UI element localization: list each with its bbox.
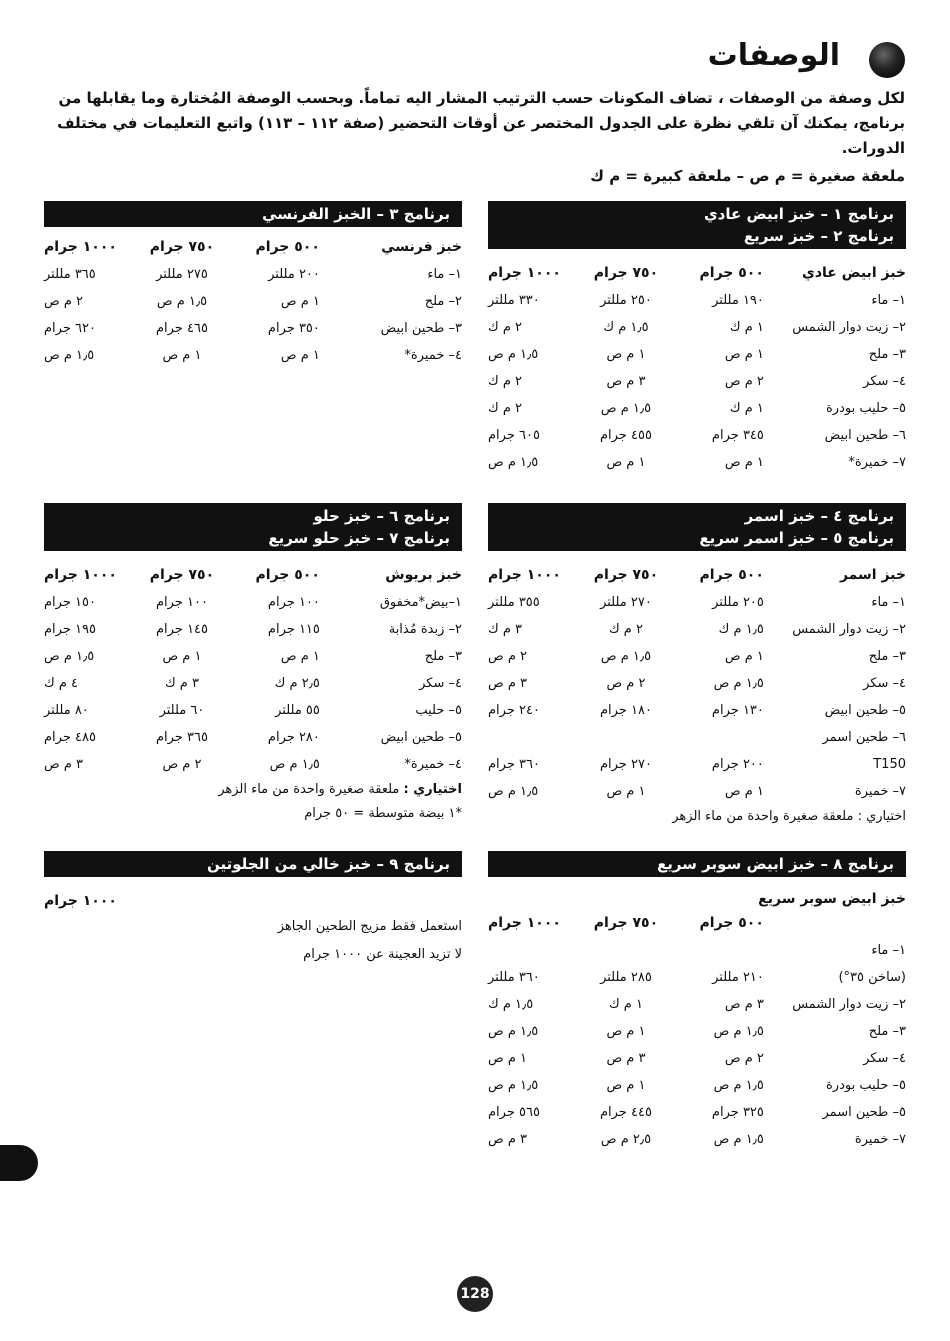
table-row: [488, 589, 906, 616]
program-subtitle: برنامج ٥ – خبز اسمر سريع: [699, 529, 894, 547]
table-row: [44, 643, 462, 670]
quantity-cell: ٢٠٥ مللتر: [712, 595, 764, 610]
column-header: ١٠٠٠ جرام: [488, 915, 561, 931]
quantity-cell: ١٫٥ م ص: [44, 348, 95, 363]
table-row: [44, 724, 462, 751]
ingredient-cell: ٢– زبدة مُذابة: [388, 622, 462, 637]
quantity-cell: ١٫٥ م ص: [600, 401, 652, 416]
quantity-cell: ١٫٥ م ص: [488, 1078, 539, 1093]
quantity-cell: ٣٤٥ جرام: [711, 428, 764, 443]
quantity-cell: ٢٧٠ مللتر: [600, 595, 652, 610]
quantity-cell: ٣ م ص: [488, 676, 528, 691]
quantity-cell: ١٩٠ مللتر: [712, 293, 764, 308]
program-title: برنامج ١ – خبز ابيض عادي: [703, 205, 894, 223]
table-row: [44, 589, 462, 616]
quantity-cell: ١ م ص: [724, 347, 764, 362]
title-bullet-icon: [869, 42, 905, 78]
quantity-cell: ٢٨٠ جرام: [267, 730, 320, 745]
quantity-cell: ٣٦٥ جرام: [155, 730, 208, 745]
column-header: ٧٥٠ جرام: [593, 915, 659, 931]
quantity-cell: ٢٧٠ جرام: [599, 757, 652, 772]
quantity-cell: ٢٥٠ مللتر: [600, 293, 652, 308]
optional-label: اختياري :: [403, 782, 462, 797]
quantity-cell: ١٫٥ م ص: [488, 784, 539, 799]
quantity-cell: ١٫٥ م ص: [269, 757, 320, 772]
quantity-cell: ١٣٠ جرام: [711, 703, 764, 718]
table-row: [488, 1018, 906, 1045]
quantity-cell: ١ م ص: [606, 1078, 646, 1093]
quantity-cell: ٢ م ص: [44, 294, 84, 309]
ingredient-cell: ٤– سكر: [863, 1051, 906, 1066]
quantity-cell: ٣٢٥ جرام: [711, 1105, 764, 1120]
side-tab: [0, 1145, 38, 1181]
quantity-cell: ٣ م ص: [606, 1051, 646, 1066]
optional-note: [44, 778, 462, 802]
ingredient-cell: ٣– طحين ابيض: [380, 321, 462, 336]
program-subtitle: برنامج ٧ – خبز حلو سريع: [268, 529, 450, 547]
quantity-cell: ٣٣٠ مللتر: [488, 293, 540, 308]
optional-note: اختياري : ملعقة صغيرة واحدة من ماء الزهر: [672, 809, 906, 824]
table-row: [44, 697, 462, 724]
ingredient-cell: ١– ماء: [427, 267, 462, 282]
column-header: خبز بريوش: [385, 567, 462, 583]
quantity-cell: ٢ م ص: [162, 757, 202, 772]
ingredient-cell: ٢– زيت دوار الشمس: [792, 320, 906, 335]
quantity-cell: ١ م ك: [729, 320, 764, 335]
ingredient-cell: ٤– سكر: [419, 676, 462, 691]
table-row: [488, 643, 906, 670]
ingredient-cell: ٤– سكر: [863, 676, 906, 691]
column-header: ٧٥٠ جرام: [593, 265, 659, 281]
quantity-cell: ١ م ص: [606, 784, 646, 799]
quantity-cell: ١٫٥ م ص: [488, 455, 539, 470]
table-row: [488, 395, 906, 422]
instruction-line: استعمل فقط مزيج الطحين الجاهز: [277, 919, 462, 934]
quantity-cell: ١٠٠ جرام: [155, 595, 208, 610]
table-row: [488, 697, 906, 724]
column-header: [764, 909, 906, 937]
quantity-cell: [488, 937, 580, 964]
table-header-row: [488, 259, 906, 287]
quantity-cell: ١٫٥ م ص: [713, 1078, 764, 1093]
quantity-cell: ٢ م ص: [724, 1051, 764, 1066]
quantity-cell: ٣ م ص: [44, 757, 84, 772]
ingredient-cell: T150: [873, 757, 906, 772]
quantity-cell: ١ م ص: [724, 784, 764, 799]
column-header: ١٠٠٠ جرام: [44, 239, 117, 255]
quantity-cell: ٢٤٠ جرام: [488, 703, 540, 718]
quantity-cell: ٤٦٥ جرام: [155, 321, 208, 336]
quantity-cell: ١٫٥ م ص: [488, 1024, 539, 1039]
quantity-cell: ٢٠٠ مللتر: [268, 267, 320, 282]
quantity-cell: ١٥٠ جرام: [44, 595, 96, 610]
program-title: برنامج ٤ – خبز اسمر: [744, 507, 894, 525]
table-row: [488, 287, 906, 314]
table-row: [488, 991, 906, 1018]
quantity-cell: ١٩٥ جرام: [44, 622, 96, 637]
quantity-cell: ٦٠ مللتر: [159, 703, 205, 718]
egg-note: *١ بيضة متوسطة = ٥٠ جرام: [304, 806, 462, 821]
quantity-cell: ١٫٥ م ك: [603, 320, 649, 335]
quantity-cell: ١٤٥ جرام: [155, 622, 208, 637]
quantity-cell: ٥٥ مللتر: [275, 703, 320, 718]
table-header-row: [44, 561, 462, 589]
quantity-cell: ٣ م ص: [488, 1132, 528, 1147]
recipe-program-4-5: [488, 503, 906, 829]
table-row: [488, 449, 906, 476]
column-header: ٧٥٠ جرام: [149, 239, 215, 255]
quantity-cell: ٢ م ص: [724, 374, 764, 389]
program-header: [488, 201, 906, 249]
instruction-line: لا تزيد العجينة عن ١٠٠٠ جرام: [303, 947, 462, 962]
recipe-table: [44, 233, 462, 369]
page-number: 128: [457, 1276, 493, 1312]
table-row: [44, 616, 462, 643]
program-header: [488, 851, 906, 877]
column-header: خبز اسمر: [839, 567, 906, 583]
quantity-cell: ٣٦٠ جرام: [488, 757, 540, 772]
quantity-cell: [488, 724, 580, 751]
quantity-cell: ٣٦٠ مللتر: [488, 970, 540, 985]
quantity-cell: ٢٠٠ جرام: [711, 757, 764, 772]
quantity-cell: ٣ م ك: [164, 676, 199, 691]
column-header: ٥٠٠ جرام: [699, 567, 764, 583]
quantity-cell: ٢ م ك: [608, 622, 643, 637]
ingredient-cell: ١– ماء: [871, 595, 906, 610]
quantity-cell: ٣ م ص: [606, 374, 646, 389]
ingredient-cell: ٤– خميرة*: [404, 757, 462, 772]
ingredient-cell: ٣– ملح: [868, 1024, 906, 1039]
column-header: ١٠٠٠ جرام: [488, 567, 561, 583]
table-row: [488, 1072, 906, 1099]
program-header: [44, 201, 462, 227]
ingredient-cell: ٦– طحين اسمر: [822, 730, 906, 745]
table-row: [488, 937, 906, 964]
program-header: [488, 503, 906, 551]
program-header: [44, 503, 462, 551]
quantity-cell: ٦٠٥ جرام: [488, 428, 540, 443]
quantity-cell: ١ م ك: [608, 997, 643, 1012]
column-header: خبز ابيض عادي: [802, 265, 906, 281]
quantity-cell: ١ م ص: [162, 348, 202, 363]
table-row: [488, 341, 906, 368]
ingredient-cell: ٥– حليب بودرة: [826, 1078, 906, 1093]
quantity-cell: [672, 937, 764, 964]
quantity-cell: ٣ م ك: [488, 622, 523, 637]
ingredient-cell: ٤– سكر: [863, 374, 906, 389]
quantity-cell: ١٫٥ م ص: [600, 649, 652, 664]
table-row: [488, 670, 906, 697]
quantity-cell: [580, 724, 672, 751]
quantity-cell: ١ م ص: [606, 347, 646, 362]
recipe-table: [44, 561, 462, 778]
quantity-cell: ٣ م ص: [724, 997, 764, 1012]
ingredient-cell: ٢– ملح: [424, 294, 462, 309]
column-header: ٥٠٠ جرام: [699, 915, 764, 931]
ingredient-cell: (ساخن ٣٥°): [838, 970, 906, 985]
table-header-row: [488, 561, 906, 589]
quantity-cell: ٢١٠ مللتر: [712, 970, 764, 985]
quantity-cell: ٦٢٠ جرام: [44, 321, 96, 336]
recipe-table: [488, 909, 906, 1153]
quantity-cell: ٢٫٥ م ك: [274, 676, 320, 691]
quantity-cell: ١ م ص: [606, 455, 646, 470]
quantity-cell: ٢ م ص: [488, 649, 528, 664]
recipe-program-3: [44, 201, 462, 369]
column-header: ٥٠٠ جرام: [255, 567, 320, 583]
quantity-cell: ١ م ص: [724, 455, 764, 470]
ingredient-cell: ١– ماء: [871, 293, 906, 308]
table-row: [488, 751, 906, 778]
ingredient-cell: ٧– خميرة: [854, 1132, 906, 1147]
program-title: برنامج ٣ – الخبز الفرنسي: [262, 205, 450, 223]
quantity-cell: ١ م ص: [724, 649, 764, 664]
quantity-cell: ١ م ص: [606, 1024, 646, 1039]
ingredient-cell: ١–بيض*مخفوق: [379, 595, 462, 610]
quantity-cell: ١ م ص: [162, 649, 202, 664]
table-header-row: [44, 233, 462, 261]
quantity-cell: [672, 724, 764, 751]
program-header: [44, 851, 462, 877]
ingredient-cell: ٥– طحين ابيض: [380, 730, 462, 745]
quantity-cell: ٣٥٥ مللتر: [488, 595, 540, 610]
column-header: ٥٠٠ جرام: [255, 239, 320, 255]
ingredient-cell: ١– ماء: [871, 943, 906, 958]
recipe-program-8: [488, 851, 906, 1153]
quantity-cell: ١٫٥ م ص: [156, 294, 208, 309]
column-header: خبز فرنسي: [381, 239, 462, 255]
quantity-cell: ٢٧٥ مللتر: [156, 267, 208, 282]
ingredient-cell: ٢– زيت دوار الشمس: [792, 622, 906, 637]
quantity-cell: ١٫٥ م ص: [713, 676, 764, 691]
table-row: [488, 422, 906, 449]
program-title: برنامج ٦ – خبز حلو: [313, 507, 450, 525]
table-row: [44, 342, 462, 369]
ingredient-cell: ٥– حليب: [415, 703, 462, 718]
program-subtitle: برنامج ٢ – خبز سريع: [743, 227, 894, 245]
quantity-cell: ٨٠ مللتر: [44, 703, 89, 718]
spoon-legend: ملعقة صغيرة = م ص – ملعقة كبيرة = م ك: [590, 167, 905, 185]
ingredient-cell: ٣– ملح: [868, 347, 906, 362]
quantity-cell: ٢ م ك: [488, 374, 523, 389]
quantity-cell: ٢٫٥ م ص: [600, 1132, 652, 1147]
quantity-cell: ٢ م ص: [606, 676, 646, 691]
weight-label: ١٠٠٠ جرام: [44, 893, 117, 909]
ingredient-cell: ٥– طحين اسمر: [822, 1105, 906, 1120]
quantity-cell: ١ م ص: [488, 1051, 528, 1066]
quantity-cell: ٤٨٥ جرام: [44, 730, 96, 745]
table-row: [44, 670, 462, 697]
column-header: ١٠٠٠ جرام: [44, 567, 117, 583]
quantity-cell: ٤ م ك: [44, 676, 79, 691]
quantity-cell: ١ م ص: [280, 348, 320, 363]
quantity-cell: ١ م ص: [280, 294, 320, 309]
program-title: برنامج ٨ – خبز ابيض سوبر سريع: [656, 855, 894, 873]
optional-text: ملعقة صغيرة واحدة من ماء الزهر: [218, 782, 400, 797]
quantity-cell: ٥٦٥ جرام: [488, 1105, 540, 1120]
column-header: ٥٠٠ جرام: [699, 265, 764, 281]
ingredient-cell: ٧– خميرة*: [848, 455, 906, 470]
quantity-cell: ٣٥٠ جرام: [267, 321, 320, 336]
table-row: [488, 724, 906, 751]
quantity-cell: ١٨٠ جرام: [599, 703, 652, 718]
table-row: [488, 368, 906, 395]
ingredient-cell: ٢– زيت دوار الشمس: [792, 997, 906, 1012]
table-row: [488, 1099, 906, 1126]
quantity-cell: ١ م ص: [280, 649, 320, 664]
table-row: [488, 1126, 906, 1153]
quantity-cell: ١٫٥ م ص: [488, 347, 539, 362]
quantity-cell: ٢ م ك: [488, 401, 523, 416]
column-header: ٧٥٠ جرام: [149, 567, 215, 583]
ingredient-cell: ٦– طحين ابيض: [824, 428, 906, 443]
column-header: ٧٥٠ جرام: [593, 567, 659, 583]
quantity-cell: ١٫٥ م ص: [713, 1132, 764, 1147]
table-row: [488, 616, 906, 643]
recipe-program-6-7: [44, 503, 462, 826]
recipe-name: خبز ابيض سوبر سريع: [758, 891, 906, 907]
recipe-program-9: [44, 851, 462, 967]
table-row: [44, 315, 462, 342]
quantity-cell: ٤٥٥ جرام: [599, 428, 652, 443]
quantity-cell: ٢٨٥ مللتر: [600, 970, 652, 985]
column-header: ١٠٠٠ جرام: [488, 265, 561, 281]
quantity-cell: ١١٥ جرام: [267, 622, 320, 637]
ingredient-cell: ٥– حليب بودرة: [826, 401, 906, 416]
ingredient-cell: ٧– خميرة: [854, 784, 906, 799]
quantity-cell: ١٫٥ م ص: [713, 1024, 764, 1039]
table-row: [488, 964, 906, 991]
ingredient-cell: ٤– خميرة*: [404, 348, 462, 363]
intro-paragraph: لكل وصفة من الوصفات ، تضاف المكونات حسب الترتيب المشار اليه تماماً. وبحسب الوصفة المُختارة وما يقابلها من برنامج، يمكنك آن تلقي نظرة على الجدول المختصر عن أوقات التحضير (صفة ١١٢ – ١١٣) واتبع التعليمات في مختلف الدورات.: [57, 89, 905, 157]
recipe-program-1-2: [488, 201, 906, 476]
quantity-cell: ١٫٥ م ك: [488, 997, 534, 1012]
ingredient-cell: ٣– ملح: [868, 649, 906, 664]
table-header-row: [488, 909, 906, 937]
recipe-table: [488, 561, 906, 805]
quantity-cell: ١٫٥ م ك: [718, 622, 764, 637]
quantity-cell: ١٫٥ م ص: [44, 649, 95, 664]
ingredient-cell: ٥– طحين ابيض: [824, 703, 906, 718]
quantity-cell: ١ م ك: [729, 401, 764, 416]
table-row: [44, 261, 462, 288]
table-row: [44, 288, 462, 315]
quantity-cell: ٣٦٥ مللتر: [44, 267, 96, 282]
quantity-cell: [580, 937, 672, 964]
table-row: [488, 1045, 906, 1072]
quantity-cell: ٢ م ك: [488, 320, 523, 335]
page-title: الوصفات: [707, 38, 840, 73]
table-row: [488, 314, 906, 341]
quantity-cell: ١٠٠ جرام: [267, 595, 320, 610]
table-row: [44, 751, 462, 778]
ingredient-cell: ٣– ملح: [424, 649, 462, 664]
table-row: [488, 778, 906, 805]
program-title: برنامج ٩ – خبز خالي من الجلوتين: [207, 855, 450, 873]
quantity-cell: ٤٤٥ جرام: [599, 1105, 652, 1120]
recipe-table: [488, 259, 906, 476]
